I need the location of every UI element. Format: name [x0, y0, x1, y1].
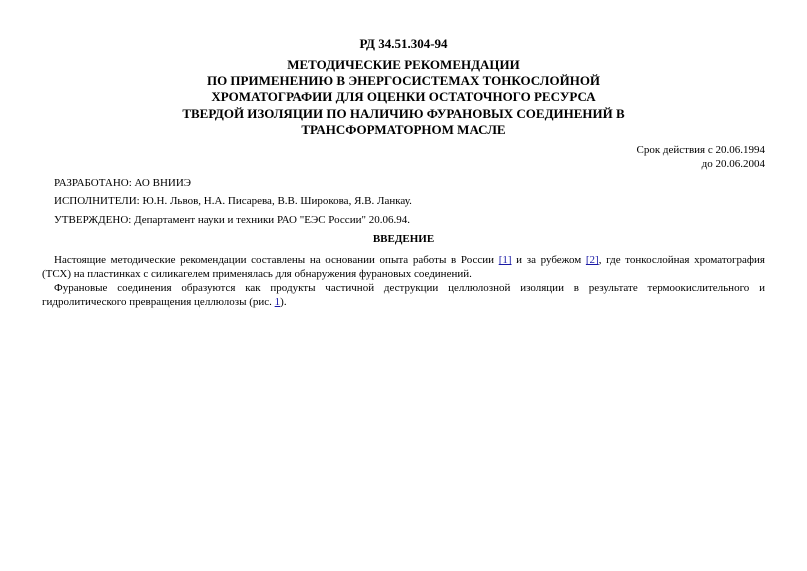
- title-line: ТВЕРДОЙ ИЗОЛЯЦИИ ПО НАЛИЧИЮ ФУРАНОВЫХ СОЕДИНЕНИЙ В: [182, 105, 625, 121]
- paragraph-intro: [42, 253, 765, 281]
- section-heading: ВВЕДЕНИЕ: [372, 233, 435, 245]
- validity-end: до 20.06.2004: [701, 158, 765, 170]
- text-span: и за рубежом: [511, 254, 586, 266]
- paragraph-line: Фурановые соединения образуются как продукты частичной деструкции целлюлозной изоляции в результате термоокислительного и: [54, 282, 765, 294]
- title-line: МЕТОДИЧЕСКИЕ РЕКОМЕНДАЦИИ: [287, 57, 520, 72]
- document-code: РД 34.51.304-94: [359, 36, 448, 51]
- reference-link-1[interactable]: [1]: [498, 254, 512, 266]
- reference-link-2[interactable]: [2]: [585, 254, 599, 266]
- text-span: ).: [280, 296, 287, 308]
- approved-by: УТВЕРЖДЕНО: Департамент науки и техники РАО "ЕЭС России" 20.06.94.: [54, 214, 410, 226]
- title-line: ТРАНСФОРМАТОРНОМ МАСЛЕ: [301, 121, 506, 137]
- validity-start: Срок действия с 20.06.1994: [636, 144, 765, 156]
- figure-link-1[interactable]: 1: [274, 296, 281, 308]
- text-span: Настоящие методические рекомендации составлены на основании опыта работы в России: [54, 254, 499, 266]
- text-span: гидролитического превращения целлюлозы (рис.: [42, 296, 275, 308]
- executors: ИСПОЛНИТЕЛИ: Ю.Н. Львов, Н.А. Писарева, В.В. Широкова, Я.В. Ланкау.: [54, 195, 412, 207]
- document-title: [0, 57, 807, 138]
- paragraph-line: [42, 295, 765, 309]
- developed-by: РАЗРАБОТАНО: АО ВНИИЭ: [54, 177, 192, 189]
- title-line: ХРОМАТОГРАФИИ ДЛЯ ОЦЕНКИ ОСТАТОЧНОГО РЕСУРСА: [211, 89, 596, 105]
- validity-period: [636, 143, 765, 171]
- title-line: ПО ПРИМЕНЕНИЮ В ЭНЕРГОСИСТЕМАХ ТОНКОСЛОЙНОЙ: [206, 73, 601, 89]
- paragraph-furan: [42, 281, 765, 309]
- paragraph-line: [42, 253, 765, 267]
- paragraph-line: (ТСХ) на пластинках с силикагелем применялась для обнаружения фурановых соединений.: [42, 268, 472, 280]
- text-span: , где тонкослойная хроматография: [598, 254, 765, 266]
